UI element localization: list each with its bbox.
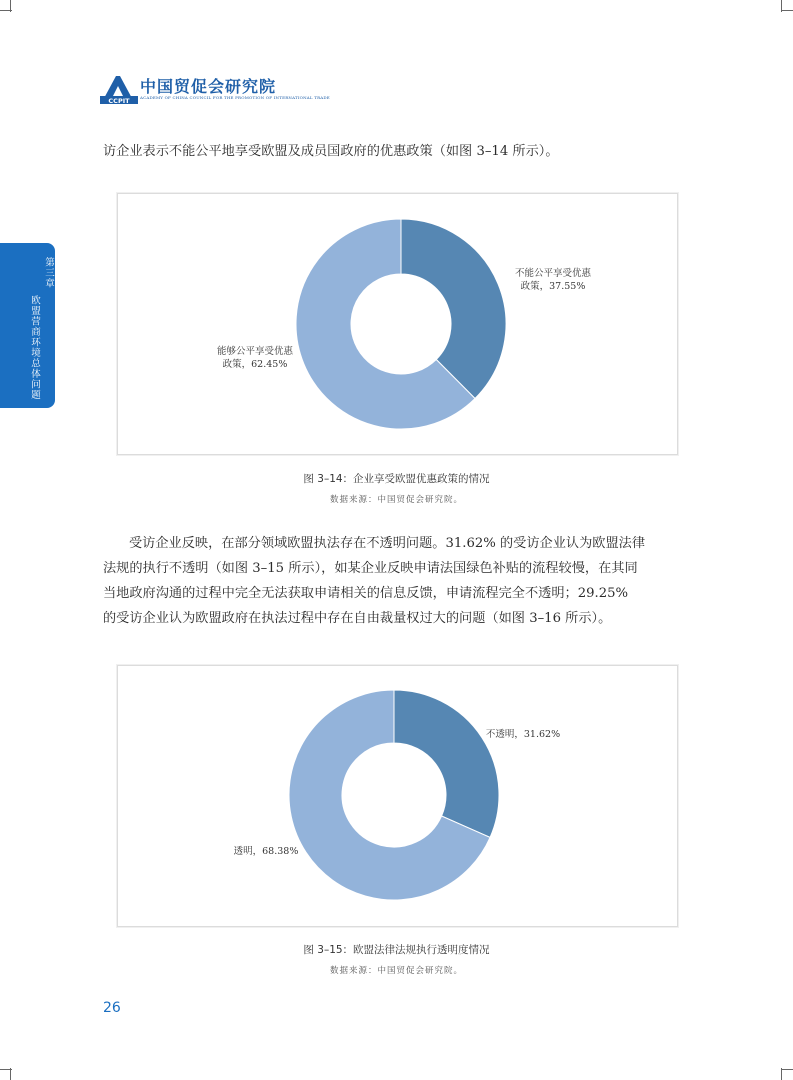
slice-label: 政策，62.45% xyxy=(222,359,288,370)
crop-mark xyxy=(0,10,12,11)
crop-mark xyxy=(781,1069,793,1070)
header-logo xyxy=(100,72,330,106)
org-name-en: ACADEMY OF CHINA COUNCIL FOR THE PROMOTION OF INTERNATIONAL TRADE xyxy=(140,95,330,100)
body-paragraph: 访企业表示不能公平地享受欧盟及成员国政府的优惠政策（如图 3–14 所示）。 xyxy=(103,144,559,159)
chapter-title: 欧盟营商环境总体问题 xyxy=(29,295,40,400)
slice-label: 透明，68.38% xyxy=(233,846,299,857)
crop-mark xyxy=(0,1069,12,1070)
figure-3-15-chart xyxy=(117,665,678,927)
crop-mark xyxy=(781,10,793,11)
figure-3-14-chart xyxy=(117,193,678,455)
paragraph-line: 的受访企业认为欧盟政府在执法过程中存在自由裁量权过大的问题（如图 3–16 所示）。 xyxy=(103,611,612,626)
slice-label: 不能公平享受优惠 xyxy=(514,268,592,279)
paragraph-line: 法规的执行不透明（如图 3–15 所示），如某企业反映申请法国绿色补贴的流程较慢，在其同 xyxy=(103,561,638,576)
slice-label: 政策，37.55% xyxy=(520,281,586,292)
chapter-number: 第三章 xyxy=(43,257,54,289)
figure-caption: 图 3–15：欧盟法律法规执行透明度情况 xyxy=(303,944,490,956)
ccpit-logo-icon xyxy=(100,72,138,106)
paragraph-line: 受访企业反映，在部分领域欧盟执法存在不透明问题。31.62% 的受访企业认为欧盟法律 xyxy=(129,536,646,551)
paragraph-line: 当地政府沟通的过程中完全无法获取申请相关的信息反馈，申请流程完全不透明；29.25% xyxy=(103,586,629,601)
slice-label: 不透明，31.62% xyxy=(485,729,561,740)
donut-slice xyxy=(394,690,499,837)
body-paragraph xyxy=(103,531,693,631)
figure-source: 数据来源：中国贸促会研究院。 xyxy=(329,966,463,976)
figure-caption: 图 3–14：企业享受欧盟优惠政策的情况 xyxy=(303,473,490,485)
figure-source: 数据来源：中国贸促会研究院。 xyxy=(329,495,463,505)
logo-text: CCPIT xyxy=(108,97,130,105)
chapter-tab xyxy=(0,243,55,408)
donut-chart-svg xyxy=(118,194,677,454)
donut-chart-svg xyxy=(118,666,677,926)
page-number: 26 xyxy=(103,1000,121,1016)
slice-label: 能够公平享受优惠 xyxy=(216,346,294,357)
org-name: 中国贸促会研究院 xyxy=(140,77,277,96)
